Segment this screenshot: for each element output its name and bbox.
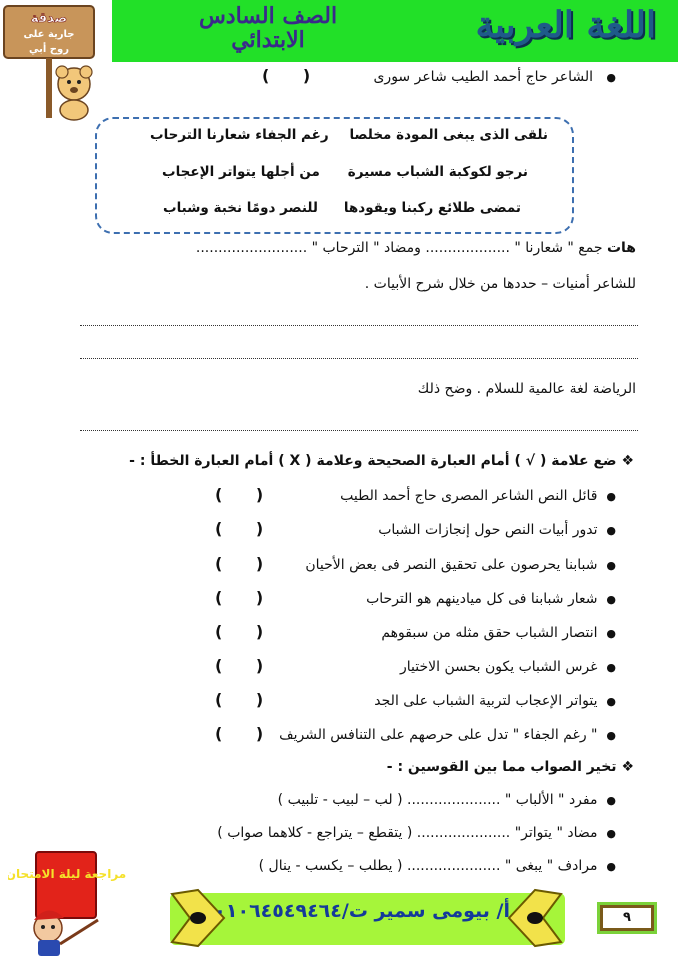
tf-item-text: تدور أبيات النص حول إنجازات الشباب — [378, 522, 598, 538]
sign-line-2: جارية على — [23, 29, 75, 40]
q1-text: جمع " شعارنا " ................... ومضاد " الترحاب " ......................... — [195, 240, 607, 256]
answer-line[interactable] — [80, 325, 638, 326]
tf-item — [374, 692, 616, 711]
bullet-icon: ● — [606, 627, 616, 640]
bullet-icon: ● — [606, 490, 616, 503]
tf-item — [378, 521, 616, 540]
bullet-icon: ● — [606, 661, 616, 674]
choose-item — [217, 824, 616, 843]
charity-sign-logo — [2, 2, 110, 122]
tf-item — [366, 590, 616, 609]
choose-item — [278, 791, 616, 810]
answer-line[interactable] — [80, 358, 638, 359]
question-sports-peace: الرياضة لغة عالمية للسلام . وضح ذلك — [417, 381, 636, 397]
choose-item — [259, 857, 616, 876]
tf-item-text: شعار شبابنا فى كل ميادينهم هو الترحاب — [366, 591, 598, 607]
page-number: ٩ — [600, 905, 654, 931]
tf-answer-paren[interactable]: ( ) — [215, 724, 278, 743]
tf-item — [340, 487, 616, 506]
diamond-bullet-icon: ❖ — [621, 759, 634, 775]
bullet-icon: ● — [606, 593, 616, 606]
scroll-end-right-icon — [505, 888, 565, 950]
mascot-sign-text: مراجعة ليلة الامتحان — [8, 867, 127, 881]
top-item-text: الشاعر حاج أحمد الطيب شاعر سورى — [373, 69, 594, 85]
subject-title: اللغة العربية — [475, 4, 656, 46]
tf-item-text: يتواتر الإعجاب لتربية الشباب على الجد — [374, 693, 598, 709]
bullet-icon: ● — [606, 827, 616, 840]
tf-answer-paren[interactable]: ( ) — [215, 519, 278, 538]
bullet-icon: ● — [606, 559, 616, 572]
tf-item-text: قائل النص الشاعر المصرى حاج أحمد الطيب — [340, 488, 598, 504]
bullet-icon: ● — [606, 794, 616, 807]
poem-row-1-left: رغم الجفاء شعارنا الترحاب — [150, 127, 329, 143]
bullet-icon: ● — [606, 860, 616, 873]
tf-item — [305, 556, 616, 575]
tf-heading — [129, 452, 634, 470]
tf-item — [279, 726, 616, 745]
author-contact: أ/ بيومى سمير ت/٠١٠٦٤٥٤٩٤٦٤ — [214, 900, 510, 922]
bullet-icon: ● — [606, 524, 616, 537]
poem-row-2-right: نرجو لكوكبة الشباب مسيرة — [347, 164, 528, 180]
sign-line-1: صدقة — [30, 11, 68, 26]
tf-answer-paren[interactable]: ( ) — [215, 656, 278, 675]
tf-answer-paren[interactable]: ( ) — [215, 554, 278, 573]
sign-line-3: روح أبي — [29, 44, 69, 55]
answer-line[interactable] — [80, 430, 638, 431]
poem-row-3-left: للنصر دومًا نخبة وشباب — [163, 200, 318, 216]
tf-item-text: " رغم الجفاء " تدل على حرصهم على التنافس الشريف — [279, 727, 598, 743]
tf-item — [381, 624, 616, 643]
bullet-icon: ● — [606, 695, 616, 708]
choose-heading-text: تخير الصواب مما بين القوسين : - — [386, 759, 617, 775]
bullet-icon: ● — [606, 729, 616, 742]
choose-item-text: مرادف " يبغى " ..................... ( يطلب – يكسب - ينال ) — [258, 858, 598, 874]
tf-item-text: انتصار الشباب حقق مثله من سبقوهم — [381, 625, 598, 641]
tf-answer-paren[interactable]: ( ) — [215, 622, 278, 641]
question-plural-antonym — [196, 239, 636, 257]
choose-item-text: مضاد " يتواتر" ..................... ( يتقطع – يتراجع - كلاهما صواب ) — [217, 825, 598, 841]
question-poet-wishes: للشاعر أمنيات – حددها من خلال شرح الأبيات . — [364, 276, 636, 292]
top-item — [373, 68, 616, 87]
diamond-bullet-icon: ❖ — [621, 453, 634, 469]
choose-item-text: مفرد " الألباب " ..................... ( لب – لبيب - تلبيب ) — [277, 792, 598, 808]
top-item-answer-paren[interactable]: ( ) — [262, 66, 325, 85]
poem-row-1-right: نلقى الذى يبغى المودة مخلصا — [349, 127, 548, 143]
tf-heading-text: ضع علامة ( √ ) أمام العبارة الصحيحة وعلامة ( X ) أمام العبارة الخطأ : - — [129, 453, 617, 469]
poem-row-3-right: تمضى طلائع ركبنا ويقودها — [343, 200, 521, 216]
tf-item-text: شبابنا يحرصون على تحقيق النصر فى بعض الأحيان — [305, 557, 598, 573]
mascot-review-icon — [8, 850, 133, 958]
tf-answer-paren[interactable]: ( ) — [215, 690, 278, 709]
choose-heading — [387, 758, 634, 776]
tf-item — [400, 658, 616, 677]
bullet-icon: ● — [606, 71, 616, 84]
tf-answer-paren[interactable]: ( ) — [215, 588, 278, 607]
q1-label: هات — [606, 240, 636, 256]
grade-line-1: الصف السادس — [198, 3, 338, 29]
grade-line-2: الابتدائي — [231, 27, 305, 53]
poem-row-2-left: من أجلها يتواتر الإعجاب — [162, 164, 320, 180]
tf-item-text: غرس الشباب يكون بحسن الاختيار — [400, 659, 598, 675]
tf-answer-paren[interactable]: ( ) — [215, 485, 278, 504]
grade-title — [178, 4, 358, 52]
